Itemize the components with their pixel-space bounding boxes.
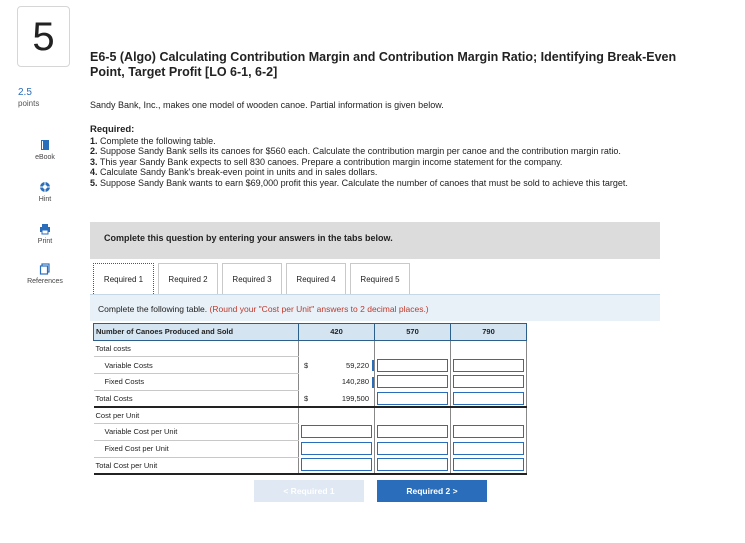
tabs-banner: Complete this question by entering your answers in the tabs below. bbox=[90, 222, 660, 259]
ebook-label: eBook bbox=[35, 154, 55, 161]
required-section bbox=[90, 125, 720, 188]
answer-input[interactable] bbox=[377, 458, 448, 471]
answer-input[interactable] bbox=[377, 375, 448, 388]
required-item: 4. Calculate Sandy Bank's break-even point in units and in sales dollars. bbox=[90, 167, 378, 177]
tab-required-2[interactable]: Required 2 bbox=[158, 263, 218, 294]
table-row bbox=[94, 407, 527, 424]
instruction-bar bbox=[90, 294, 660, 321]
next-button[interactable]: Required 2 > bbox=[377, 480, 487, 502]
hint-icon bbox=[39, 181, 51, 193]
ebook-link[interactable] bbox=[24, 139, 66, 161]
table-row bbox=[94, 357, 527, 374]
required-item: 3. This year Sandy Bank expects to sell 830 canoes. Prepare a contribution margin income statement for the company. bbox=[90, 156, 563, 167]
print-label: Print bbox=[37, 238, 53, 245]
table-row bbox=[94, 390, 527, 407]
row-label: Variable Cost per Unit bbox=[94, 424, 299, 441]
answer-input[interactable] bbox=[453, 442, 524, 455]
row-label: Fixed Costs bbox=[94, 374, 299, 391]
tab-required-1[interactable]: Required 1 bbox=[93, 263, 154, 294]
row-label: Cost per Unit bbox=[94, 407, 299, 424]
question-number: 5 bbox=[17, 6, 70, 67]
tab-required-5[interactable]: Required 5 bbox=[350, 263, 410, 294]
table-header-row bbox=[94, 324, 527, 341]
question-title: E6-5 (Algo) Calculating Contribution Margin and Contribution Margin Ratio; Identifying Break-Even Point, Target Profit [LO 6-1, 6-2] bbox=[90, 50, 677, 79]
print-link[interactable] bbox=[24, 223, 66, 245]
table-row bbox=[94, 440, 527, 457]
value-cell: 140,280 bbox=[299, 374, 375, 391]
required-heading: Required: bbox=[90, 124, 135, 135]
answer-input[interactable] bbox=[453, 425, 524, 438]
header-col: 420 bbox=[299, 324, 375, 341]
tab-required-4[interactable]: Required 4 bbox=[286, 263, 346, 294]
row-label: Variable Costs bbox=[94, 357, 299, 374]
answer-input[interactable] bbox=[377, 442, 448, 455]
header-label: Number of Canoes Produced and Sold bbox=[94, 324, 299, 341]
header-col: 790 bbox=[451, 324, 527, 341]
instruction-text: Complete the following table. bbox=[98, 304, 208, 314]
answer-input[interactable] bbox=[453, 392, 524, 405]
answer-input[interactable] bbox=[453, 375, 524, 388]
row-label: Fixed Cost per Unit bbox=[94, 440, 299, 457]
row-label: Total costs bbox=[94, 340, 299, 357]
table-row bbox=[94, 340, 527, 357]
prev-button[interactable]: < Required 1 bbox=[254, 480, 364, 502]
answer-input[interactable] bbox=[377, 359, 448, 372]
tab-required-3[interactable]: Required 3 bbox=[222, 263, 282, 294]
hint-label: Hint bbox=[38, 196, 52, 203]
table-row bbox=[94, 424, 527, 441]
value-cell: $ 59,220 bbox=[299, 357, 375, 374]
instruction-note: (Round your "Cost per Unit" answers to 2 decimal places.) bbox=[209, 304, 429, 314]
required-item: 2. Suppose Sandy Bank sells its canoes for $560 each. Calculate the contribution margin per canoe and the contribution margin ratio. bbox=[90, 146, 621, 156]
table-row bbox=[94, 374, 527, 391]
printer-icon bbox=[39, 223, 51, 235]
book-icon bbox=[39, 139, 51, 151]
row-label: Total Costs bbox=[94, 390, 299, 407]
header-col: 570 bbox=[375, 324, 451, 341]
table-row bbox=[94, 457, 527, 474]
references-label: References bbox=[27, 278, 63, 285]
required-item: 5. Suppose Sandy Bank wants to earn $69,000 profit this year. Calculate the number of canoes that must be sold to achieve this target. bbox=[90, 177, 628, 188]
answer-input[interactable] bbox=[377, 392, 448, 405]
references-link[interactable] bbox=[20, 263, 70, 285]
hint-link[interactable] bbox=[24, 181, 66, 203]
question-intro: Sandy Bank, Inc., makes one model of wooden canoe. Partial information is given below. bbox=[90, 100, 444, 110]
required-item: 1. Complete the following table. bbox=[90, 135, 216, 146]
points-value: 2.5 bbox=[18, 87, 32, 98]
answer-input[interactable] bbox=[301, 442, 372, 455]
answer-input[interactable] bbox=[453, 359, 524, 372]
answer-input[interactable] bbox=[301, 425, 372, 438]
points-label: points bbox=[18, 99, 40, 108]
answer-input[interactable] bbox=[301, 458, 372, 471]
answer-input[interactable] bbox=[377, 425, 448, 438]
value-cell: $ 199,500 bbox=[299, 390, 375, 407]
cost-table bbox=[93, 323, 527, 475]
row-label: Total Cost per Unit bbox=[94, 457, 299, 474]
answer-input[interactable] bbox=[453, 458, 524, 471]
references-icon bbox=[39, 263, 51, 275]
